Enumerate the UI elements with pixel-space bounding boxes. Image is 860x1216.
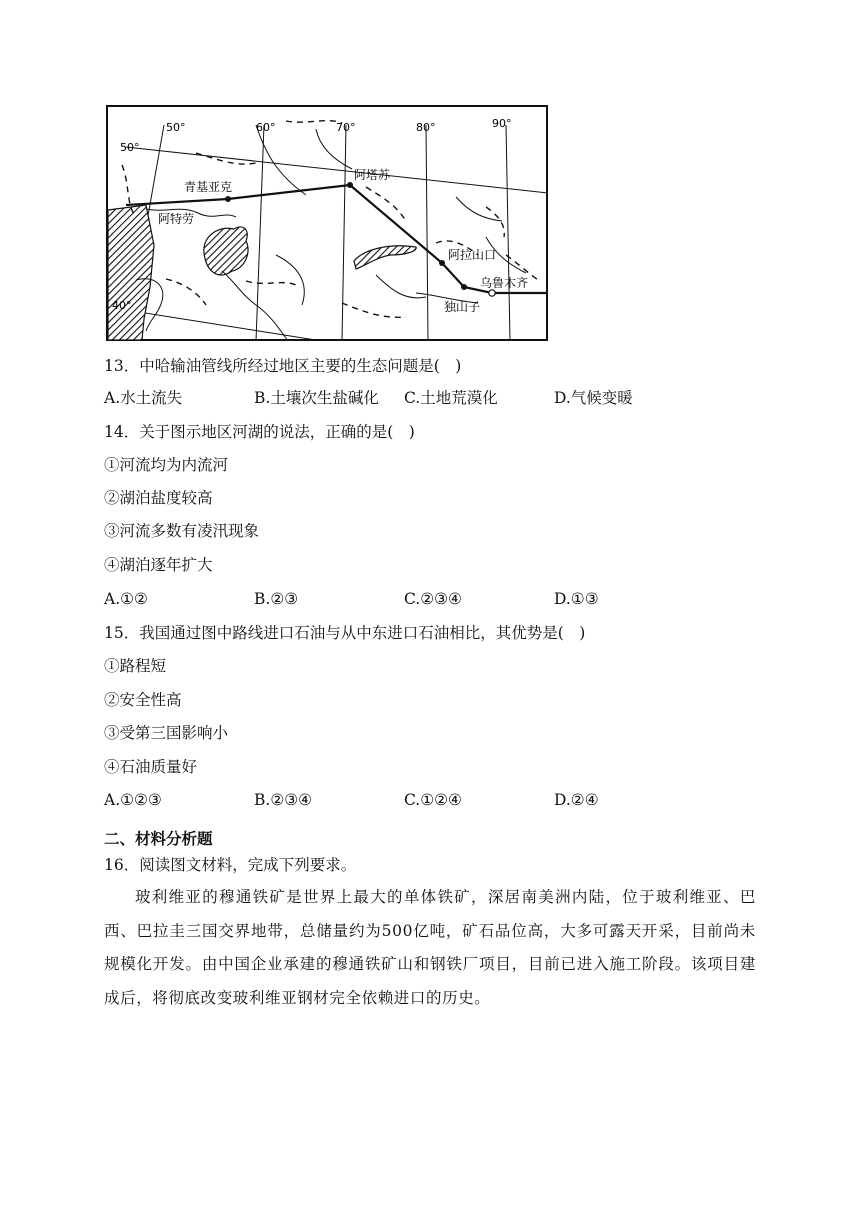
q13-option-c[interactable]: C.土地荒漠化 <box>404 389 498 407</box>
q15-option-a[interactable]: A.①②③ <box>104 791 162 809</box>
lat-label-40: 40° <box>112 299 132 312</box>
q15-option-c[interactable]: C.①②④ <box>404 791 462 809</box>
q15-item-3: ③受第三国影响小 <box>104 724 229 742</box>
q16-stem: 16．阅读图文材料，完成下列要求。 <box>104 856 357 874</box>
place-dushanzi: 独山子 <box>444 300 481 314</box>
lat-label-50: 50° <box>120 141 140 154</box>
marker-atasu <box>347 182 353 188</box>
q16-paragraph: 玻利维亚的穆通铁矿是世界上最大的单体铁矿，深居南美洲内陆，位于玻利维亚、巴西、巴拉圭三国交界地带，总储量约为500亿吨，矿石品位高，大多可露天开采，目前尚未规模化开发。由中国企业承建的穆通铁矿山和钢铁厂项目，目前已进入施工阶段。该项目建成后，将彻底改变玻利维亚钢材完全依赖进口的历史。 <box>104 888 756 1007</box>
lon-label-50: 50° <box>166 121 186 134</box>
q15-item-4: ④石油质量好 <box>104 758 198 776</box>
lon-label-90: 90° <box>492 117 512 130</box>
q14-item-1: ①河流均为内流河 <box>104 456 229 474</box>
q15-item-2: ②安全性高 <box>104 691 182 709</box>
q13-stem: 13．中哈输油管线所经过地区主要的生态问题是( ) <box>104 357 462 375</box>
marker-alashankou <box>439 260 445 266</box>
lon-label-70: 70° <box>336 121 356 134</box>
place-qingjiyake: 青基亚克 <box>184 180 233 194</box>
q15-option-d[interactable]: D.②④ <box>554 791 599 809</box>
q14-option-c[interactable]: C.②③④ <box>404 590 462 608</box>
q13-option-d[interactable]: D.气候变暖 <box>554 389 633 407</box>
marker-urumqi <box>489 290 495 296</box>
q15-option-b[interactable]: B.②③④ <box>254 791 313 809</box>
lon-label-60: 60° <box>256 121 276 134</box>
marker-dushanzi <box>461 284 467 290</box>
section-heading: 二、材料分析题 <box>104 830 213 848</box>
q14-option-d[interactable]: D.①③ <box>554 590 599 608</box>
q14-item-2: ②湖泊盐度较高 <box>104 489 213 507</box>
pipeline-map <box>106 105 548 341</box>
q13-option-a[interactable]: A.水土流失 <box>104 389 183 407</box>
place-alashankou: 阿拉山口 <box>448 248 497 262</box>
q14-item-3: ③河流多数有凌汛现象 <box>104 522 260 540</box>
q14-item-4: ④湖泊逐年扩大 <box>104 556 213 574</box>
q14-option-b[interactable]: B.②③ <box>254 590 299 608</box>
place-urumqi: 乌鲁木齐 <box>480 276 529 290</box>
q15-item-1: ①路程短 <box>104 657 167 675</box>
lon-label-80: 80° <box>416 121 436 134</box>
place-atasu: 阿塔苏 <box>354 168 391 182</box>
q13-option-b[interactable]: B.土壤次生盐碱化 <box>254 389 379 407</box>
q14-stem: 14．关于图示地区河湖的说法，正确的是( ) <box>104 423 415 441</box>
q14-option-a[interactable]: A.①② <box>104 590 148 608</box>
q15-stem: 15．我国通过图中路线进口石油与从中东进口石油相比，其优势是( ) <box>104 624 586 642</box>
marker-qingjiyake <box>225 196 231 202</box>
place-atelao: 阿特劳 <box>158 212 195 226</box>
